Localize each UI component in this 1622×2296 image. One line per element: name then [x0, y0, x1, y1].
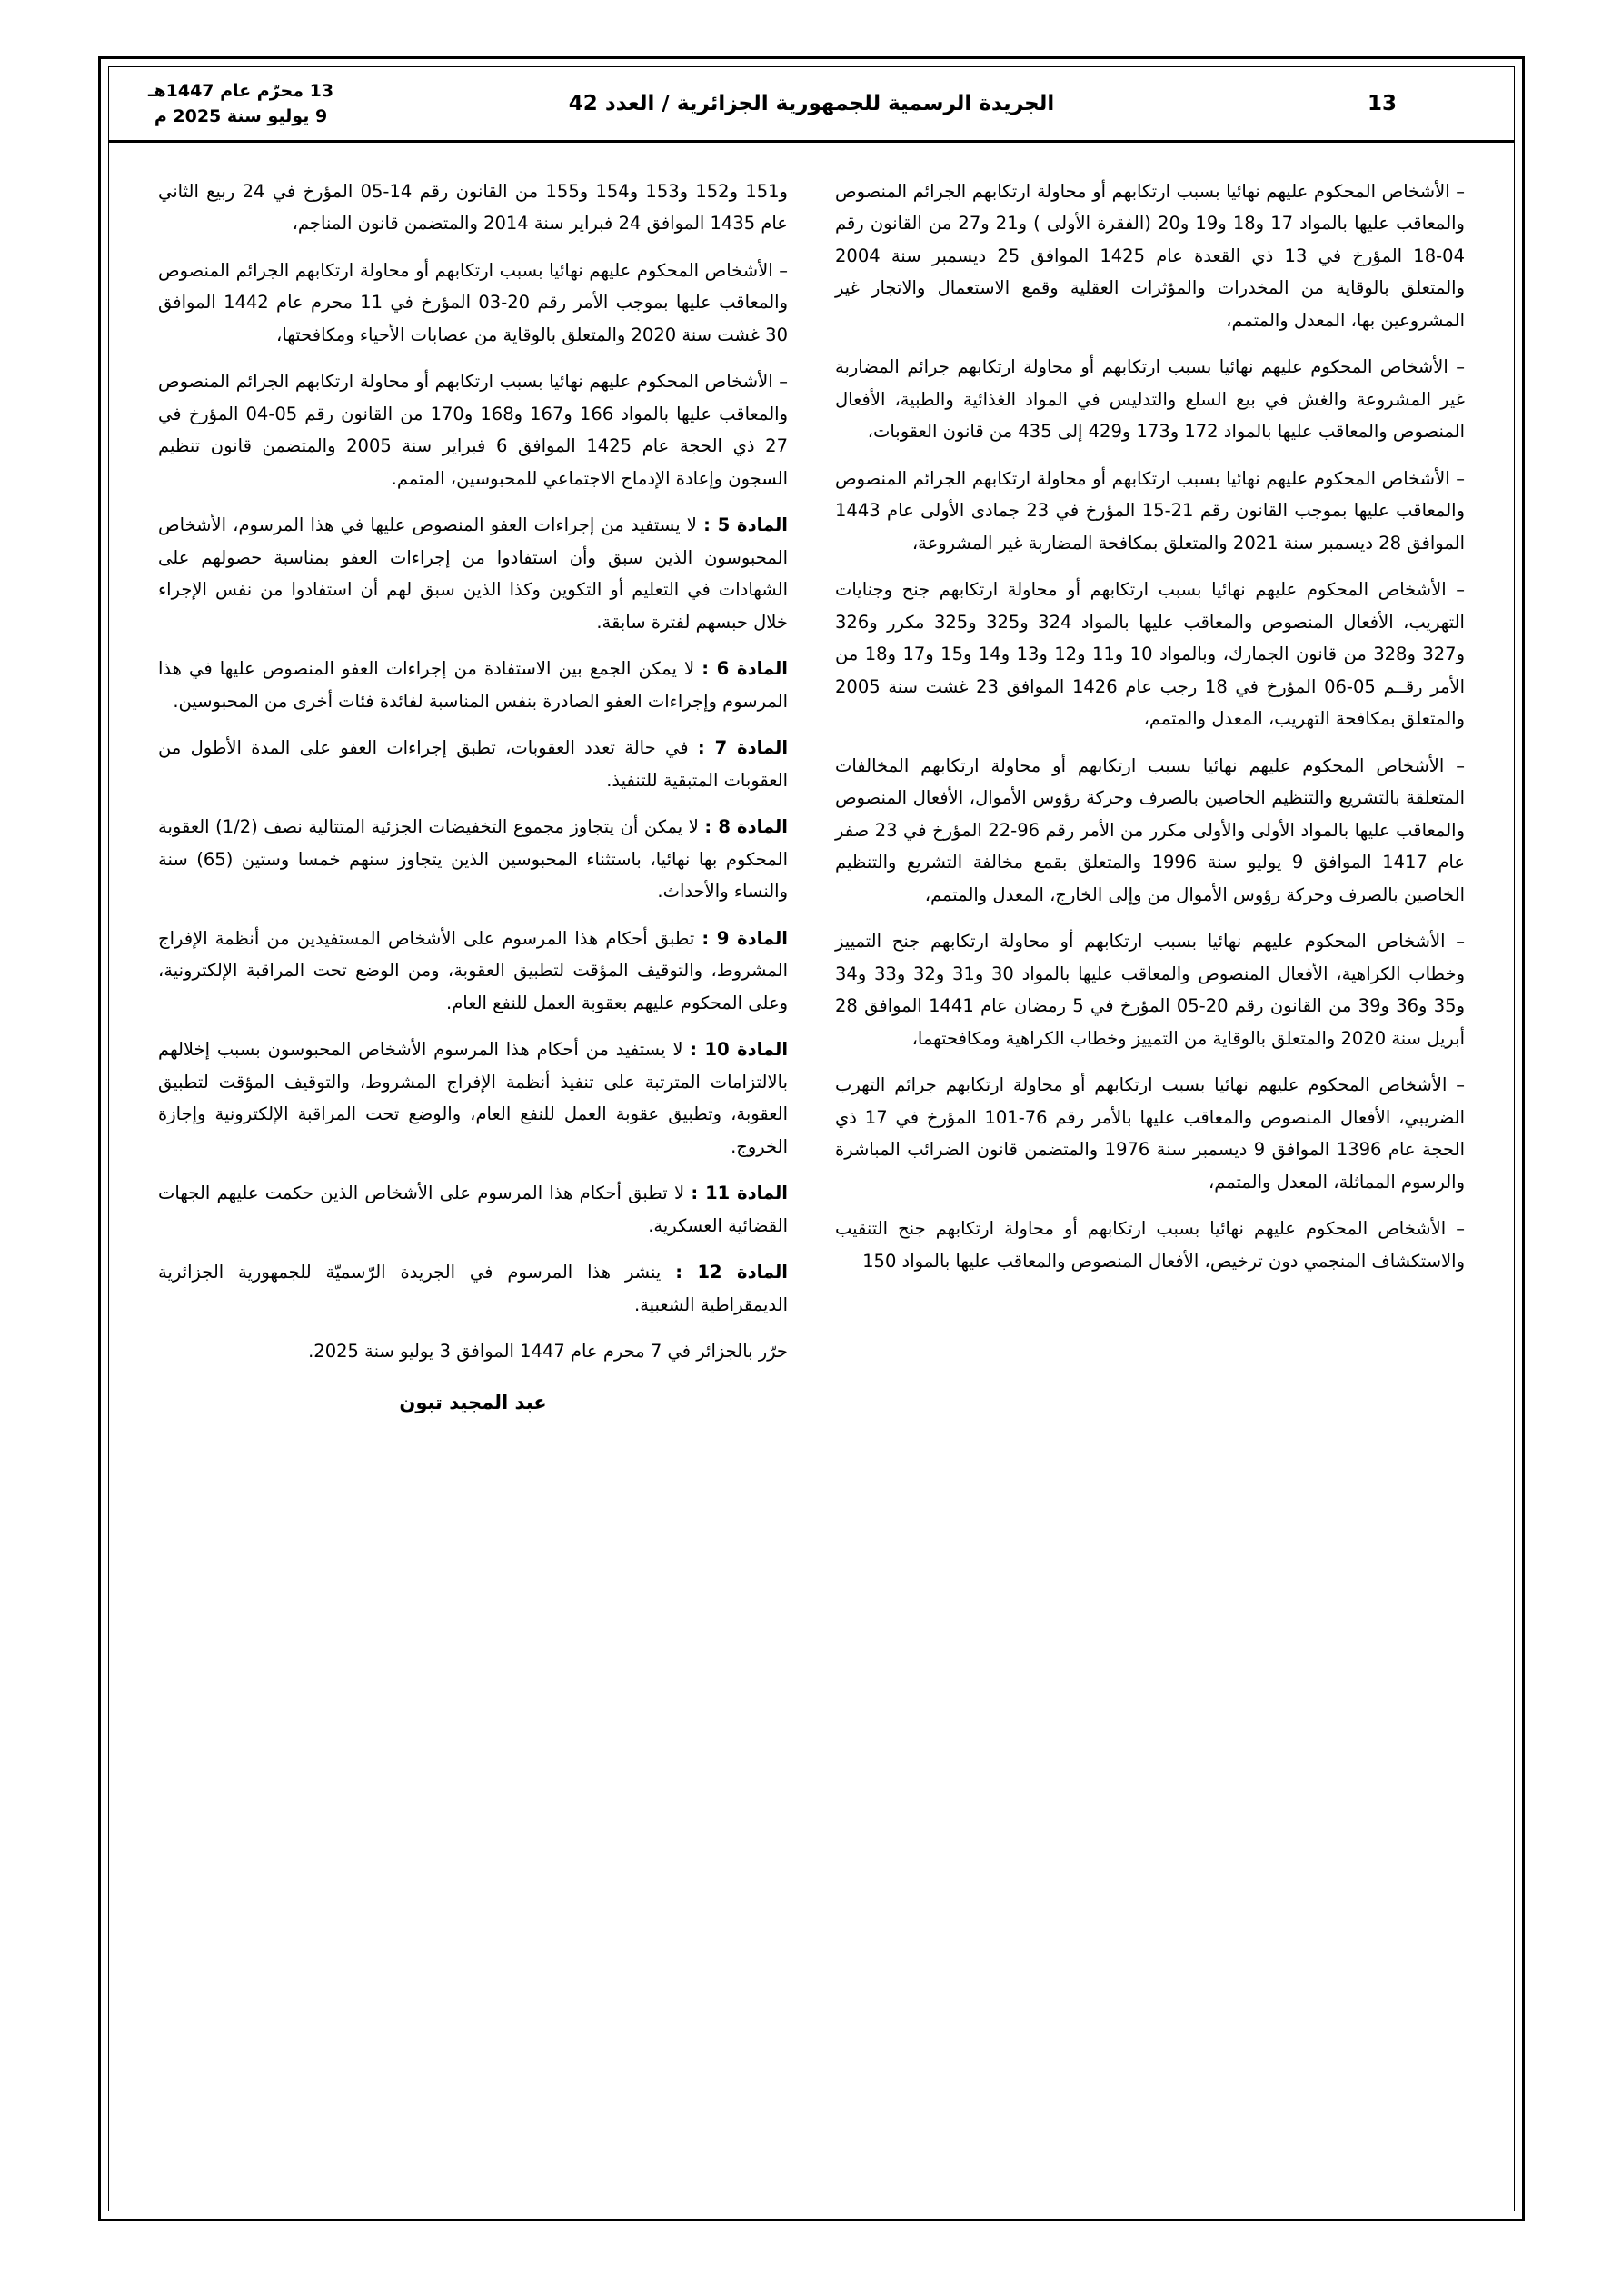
paragraph: – الأشخاص المحكوم عليهم نهائيا بسبب ارتكابهم أو محاولة ارتكابهم المخالفات المتعلقة بالتشريع والتنظيم الخاصين بالصرف وحركة رؤوس الأموال، الأفعال المنصوص والمعاقب عليها بالمواد الأولى والأولى مكرر من الأمر رقم 96-22 المؤرخ في 23 صفر عام 1417 الموافق 9 يوليو سنة 1996 والمتعلق بقمع مخالفة التشريع والتنظيم الخاصين بالصرف وحركة رؤوس الأموال من وإلى الخارج، المعدل والمتمم، [835, 754, 1465, 905]
article-text: لا تطبق أحكام هذا المرسوم على الأشخاص الذين حكمت عليهم الجهات القضائية العسكرية. [158, 1183, 788, 1236]
closing-statement: حرّر بالجزائر في 7 محرم عام 1447 الموافق 3 يوليو سنة 2025. [308, 1341, 788, 1363]
article-text: لا يمكن أن يتجاوز مجموع التخفيضات الجزئية المتتالية نصف (1/2) العقوبة المحكوم بها نهائيا، باستثناء المحبوسين الذين يتجاوز سنهم خمسا وستين (65) سنة والنساء والأحداث. [158, 816, 789, 903]
article-label: المادة 12 : [675, 1262, 788, 1283]
article-label: المادة 10 : [690, 1039, 789, 1061]
article-text: لا يمكن الجمع بين الاستفادة من إجراءات العفو المنصوص عليها في هذا المرسوم وإجراءات العفو الصادرة بنفس المناسبة لفائدة فئات أخرى من المحبوسين. [158, 658, 788, 712]
article-6 [158, 653, 788, 717]
article-9 [158, 923, 788, 1019]
column-right [811, 175, 1488, 2192]
paragraph: – الأشخاص المحكوم عليهم نهائيا بسبب ارتكابهم أو محاولة ارتكابهم الجرائم المنصوص والمعاقب عليها بموجب القانون رقم 21-15 المؤرخ في 23 جمادى الأولى عام 1443 الموافق 28 ديسمبر سنة 2021 والمتعلق بمكافحة المضاربة غير المشروعة، [835, 467, 1465, 554]
paragraph: – الأشخاص المحكوم عليهم نهائيا بسبب ارتكابهم أو محاولة ارتكابهم الجرائم المنصوص والمعاقب عليها بالمواد 17 و18 و19 و20 (الفقرة الأولى ) و21 و27 من القانون رقم 04-18 المؤرخ في 13 ذي القعدة عام 1425 الموافق 25 ديسمبر سنة 2004 والمتعلق بالوقاية من المخدرات والمؤثرات العقلية وقمع الاستعمال والاتجار غير المشروعين بها، المعدل والمتمم، [835, 181, 1465, 331]
article-label: المادة 9 : [702, 927, 788, 949]
paragraph: – الأشخاص المحكوم عليهم نهائيا بسبب ارتكابهم أو محاولة ارتكابهم جنح التنقيب والاستكشاف المنجمي دون ترخيص، الأفعال المنصوص والمعاقب عليها بالمواد 150 [835, 1218, 1465, 1272]
article-text: في حالة تعدد العقوبات، تطبق إجراءات العفو على المدة الأطول من العقوبات المتبقية للتنفيذ. [158, 737, 788, 791]
article-label: المادة 6 : [702, 658, 788, 680]
paragraph: و151 و152 و153 و154 و155 من القانون رقم 14-05 المؤرخ في 24 ربيع الثاني عام 1435 الموافق 24 فبراير سنة 2014 والمتضمن قانون المناجم، [158, 181, 788, 235]
article-text: لا يستفيد من أحكام هذا المرسوم الأشخاص المحبوسون بسبب إخلالهم بالالتزامات المترتبة على تنفيذ أنظمة الإفراج المشروط، والتوقيف المؤقت لتطبيق العقوبة، وتطبيق عقوبة العمل للنفع العام، والوضع تحت المراقبة الإلكترونية وإجازة الخروج. [158, 1039, 788, 1157]
article-text: تطبق أحكام هذا المرسوم على الأشخاص المستفيدين من أنظمة الإفراج المشروط، والتوقيف المؤقت لتطبيق العقوبة، ومن الوضع تحت المراقبة الإلكترونية، وعلى المحكوم عليهم بعقوبة العمل للنفع العام. [158, 927, 788, 1013]
article-7 [158, 732, 788, 796]
header-date [109, 67, 373, 140]
page-frame-inner [108, 66, 1515, 2211]
page-body [109, 143, 1514, 2211]
article-label: المادة 7 : [697, 737, 789, 759]
paragraph: – الأشخاص المحكوم عليهم نهائيا بسبب ارتكابهم أو محاولة ارتكابهم جنح التمييز وخطاب الكراهية، الأفعال المنصوص والمعاقب عليها بالمواد 30 و31 و32 و33 و34 و35 و36 و39 من القانون رقم 20-05 المؤرخ في 5 رمضان عام 1441 الموافق 28 أبريل سنة 2020 والمتعلق بالوقاية من التمييز وخطاب الكراهية ومكافحتهما، [835, 931, 1466, 1049]
page-header [109, 67, 1514, 143]
article-label: المادة 8 : [704, 816, 788, 838]
paragraph: – الأشخاص المحكوم عليهم نهائيا بسبب ارتكابهم أو محاولة ارتكابهم جرائم المضاربة غير المشروعة والغش في بيع السلع والتدليس في المواد الغذائية والطبية، الأفعال المنصوص والمعاقب عليها بالمواد 172 و173 و429 إلى 435 من قانون العقوبات، [835, 356, 1465, 443]
article-text: لا يستفيد من إجراءات العفو المنصوص عليها في هذا المرسوم، الأشخاص المحبوسون الذين سبق وأن استفادوا من إجراءات العفو بمناسبة حصولهم على الشهادات في التعليم أو التكوين وكذا الذين سبق لهم أن استفادوا من نفس الإجراء خلال حبسهم لفترة سابقة. [158, 514, 788, 633]
paragraph: – الأشخاص المحكوم عليهم نهائيا بسبب ارتكابهم أو محاولة ارتكابهم جنح وجنايات التهريب، الأفعال المنصوص والمعاقب عليها بالمواد 324 و325 و325 مكرر و326 و327 و328 من قانون الجمارك، وبالمواد 10 و11 و12 و13 و14 و15 و17 و18 من الأمر رقــم 05-06 المؤرخ في 18 رجب عام 1426 الموافق 23 غشت سنة 2005 والمتعلق بمكافحة التهريب، المعدل والمتمم، [835, 579, 1465, 730]
article-8 [158, 811, 788, 907]
column-left [134, 175, 811, 2192]
paragraph: – الأشخاص المحكوم عليهم نهائيا بسبب ارتكابهم أو محاولة ارتكابهم جرائم التهرب الضريبي، الأفعال المنصوص والمعاقب عليها بالأمر رقم 76-101 المؤرخ في 17 ذي الحجة عام 1396 الموافق 9 ديسمبر سنة 1976 والمتضمن قانون الضرائب المباشرة والرسوم المماثلة، المعدل والمتمم، [835, 1074, 1465, 1193]
paragraph: – الأشخاص المحكوم عليهم نهائيا بسبب ارتكابهم أو محاولة ارتكابهم الجرائم المنصوص والمعاقب عليها بموجب الأمر رقم 20-03 المؤرخ في 11 محرم عام 1442 الموافق 30 غشت سنة 2020 والمتعلق بالوقاية من عصابات الأحياء ومكافحتها، [158, 259, 788, 345]
article-label: المادة 11 : [691, 1183, 788, 1204]
signature: عبد المجيد تبون [399, 1391, 547, 1413]
article-11 [158, 1177, 788, 1242]
article-12 [158, 1256, 788, 1321]
article-text: ينشر هذا المرسوم في الجريدة الرّسميّة للجمهورية الجزائرية الديمقراطية الشعبية. [158, 1262, 788, 1315]
article-10 [158, 1033, 788, 1163]
paragraph: – الأشخاص المحكوم عليهم نهائيا بسبب ارتكابهم أو محاولة ارتكابهم الجرائم المنصوص والمعاقب عليها بالمواد 166 و167 و168 و170 من القانون رقم 05-04 المؤرخ في 27 ذي الحجة عام 1425 الموافق 6 فبراير سنة 2005 والمتضمن قانون تنظيم السجون وإعادة الإدماج الاجتماعي للمحبوسين، المتمم. [158, 371, 788, 489]
article-label: المادة 5 : [703, 514, 788, 536]
page-number: 13 [1368, 92, 1398, 115]
article-5 [158, 509, 788, 638]
header-date-gregorian: 9 يوليو سنة 2025 م [154, 106, 328, 126]
header-date-hijri: 13 محرّم عام 1447هـ [147, 80, 334, 101]
journal-title: الجريدة الرسمية للجمهورية الجزائرية / العدد 42 [568, 92, 1055, 115]
page-frame-outer [98, 56, 1525, 2221]
